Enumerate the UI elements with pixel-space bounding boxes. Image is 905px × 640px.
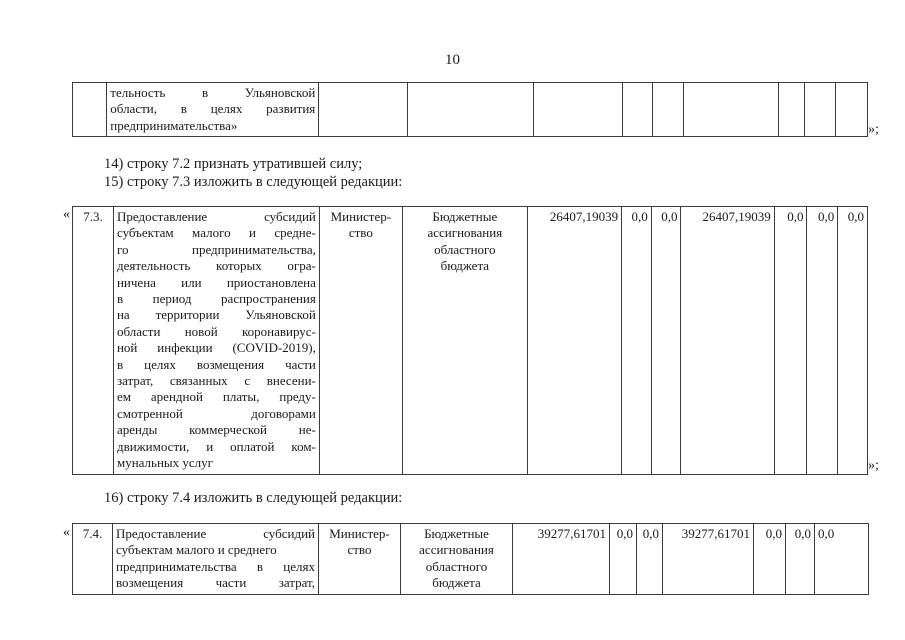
table-row: [73, 524, 869, 595]
cell-v1: 0,0: [610, 524, 637, 595]
description-line: Предоставление субсидий: [116, 209, 316, 224]
description-line: затрат, связанных с внесени-: [116, 373, 316, 389]
cell-v6: 0,0: [838, 207, 868, 475]
description-line: в целях возмещения части: [116, 356, 316, 372]
source-line: бюджета: [440, 258, 490, 274]
cell-v4: 0,0: [754, 524, 786, 595]
description-line: смотренной договорами: [116, 405, 316, 421]
cell-num: [73, 83, 107, 137]
cell-total: 26407,19039: [527, 207, 621, 475]
table-row-7-4: [72, 523, 869, 595]
cell-v5: 0,0: [786, 524, 815, 595]
closing-quote: »;: [868, 122, 879, 137]
opening-quote: «: [63, 207, 70, 222]
cell-v6: 0,0: [815, 524, 869, 595]
description-line: на территории Ульяновской: [116, 307, 316, 323]
source-line: Бюджетные: [432, 209, 498, 224]
cell-v2: [652, 83, 683, 137]
executor-line: ство: [347, 542, 372, 558]
opening-quote: «: [63, 525, 70, 540]
cell-v6: [835, 83, 867, 137]
cell-funding-source: [401, 524, 513, 595]
page-number: 10: [445, 52, 460, 68]
cell-source: [407, 83, 534, 137]
source-line: ассигнования: [419, 542, 494, 558]
cell-total: 39277,61701: [513, 524, 610, 595]
paragraph-16: 16) строку 7.4 изложить в следующей редакции:: [104, 490, 403, 506]
closing-quote: »;: [868, 458, 879, 473]
table-row: [73, 83, 868, 137]
description-line: области новой коронавирус-: [116, 323, 316, 339]
cell-v2: 0,0: [637, 524, 663, 595]
source-line: ассигнования: [427, 225, 503, 241]
cell-v1: 0,0: [622, 207, 652, 475]
source-line: Бюджетные: [424, 526, 489, 541]
cell-description: [113, 524, 319, 595]
source-line: областного: [434, 241, 496, 257]
executor-line: Министер-: [330, 209, 392, 224]
row-number: 7.4.: [73, 524, 113, 595]
cell-v3: 26407,19039: [681, 207, 774, 475]
source-line: областного: [425, 558, 488, 574]
description-line: го предпринимательства,: [116, 241, 316, 257]
paragraph-14: 14) строку 7.2 признать утратившей силу;: [104, 156, 363, 172]
description-line: предпринимательства в целях: [116, 558, 315, 574]
executor-line: Министер-: [329, 526, 390, 541]
cell-executor: [319, 524, 401, 595]
cell-v5: [804, 83, 835, 137]
source-line: бюджета: [432, 575, 481, 591]
cell-v4: [778, 83, 804, 137]
description-line: Предоставление субсидий: [116, 526, 315, 541]
description-line: субъектам малого и среднего: [116, 542, 277, 558]
cell-funding-source: [402, 207, 527, 475]
cell-v5: 0,0: [807, 207, 838, 475]
cell-description: [113, 207, 319, 475]
description-line: мунальных услуг: [116, 455, 213, 471]
table-row: [73, 207, 868, 475]
table-continuation: [72, 82, 868, 137]
description-line: ничена или приостановлена: [116, 274, 316, 290]
cell-v4: 0,0: [774, 207, 807, 475]
cell-v2: 0,0: [651, 207, 681, 475]
cell-executor: [319, 83, 407, 137]
description-line: в период распространения: [116, 291, 316, 307]
description-line: предпринимательства»: [110, 117, 238, 133]
table-row-7-3: [72, 206, 868, 475]
cell-v3: 39277,61701: [663, 524, 754, 595]
executor-line: ство: [348, 225, 373, 241]
description-line: аренды коммерческой не-: [116, 422, 316, 438]
cell-executor: [319, 207, 402, 475]
cell-total: [534, 83, 622, 137]
cell-description: [107, 83, 319, 137]
description-line: деятельность которых огра-: [116, 258, 316, 274]
description-line: ем арендной платы, преду-: [116, 389, 316, 405]
paragraph-15: 15) строку 7.3 изложить в следующей редакции:: [104, 174, 403, 190]
cell-v1: [622, 83, 652, 137]
description-line: тельность в Ульяновской: [110, 85, 316, 100]
row-number: 7.3.: [73, 207, 114, 475]
description-line: возмещения части затрат,: [116, 575, 315, 591]
description-line: движимости, и оплатой ком-: [116, 438, 316, 454]
cell-v3: [684, 83, 779, 137]
description-line: области, в целях развития: [110, 101, 316, 117]
description-line: субъектам малого и средне-: [116, 225, 316, 241]
description-line: ной инфекции (COVID-2019),: [116, 340, 316, 356]
